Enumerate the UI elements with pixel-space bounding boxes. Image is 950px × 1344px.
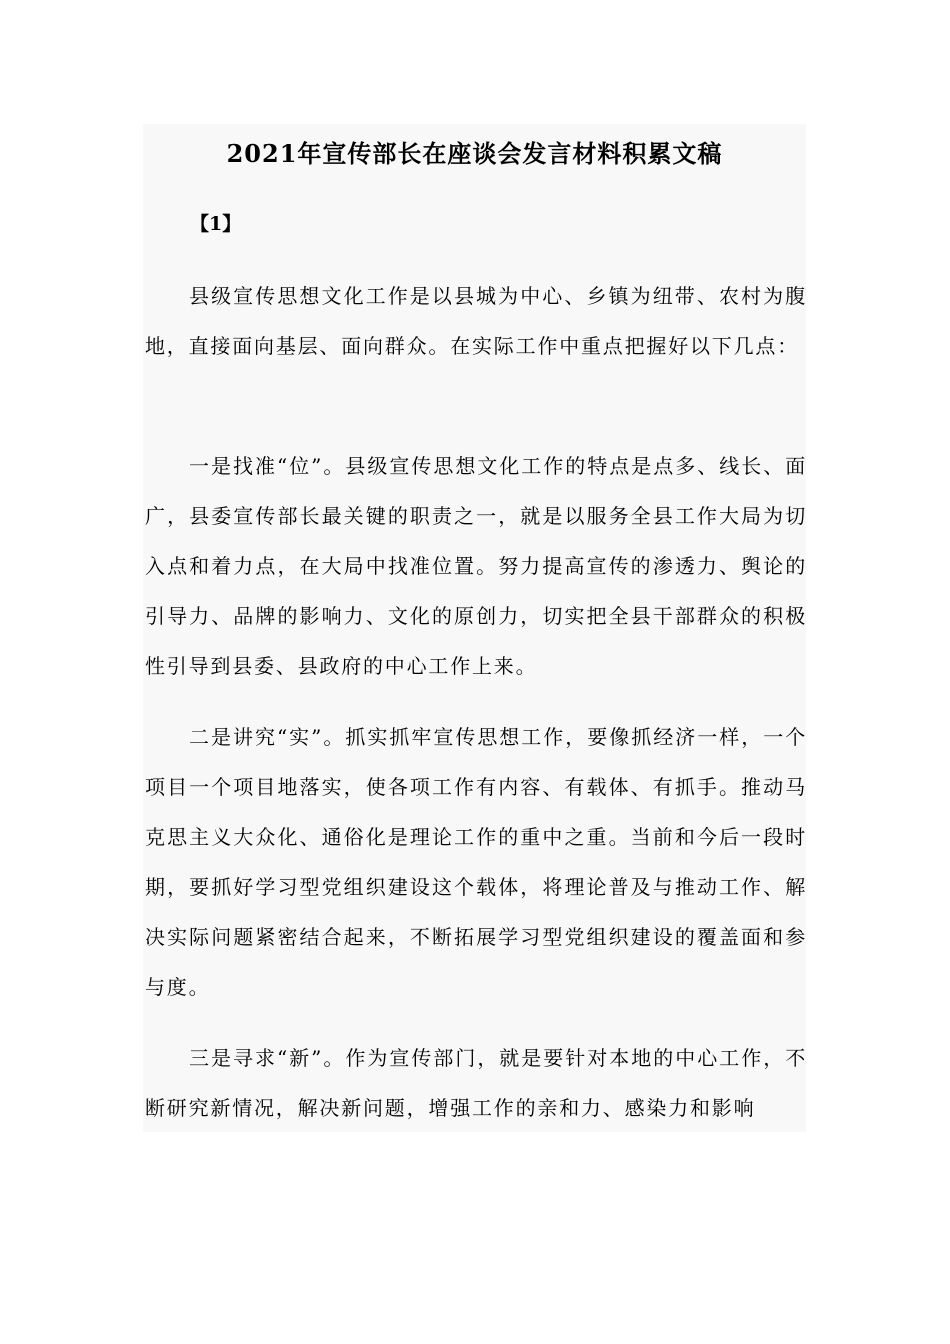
paragraph-intro: 县级宣传思想文化工作是以县城为中心、乡镇为纽带、农村为腹地，直接面向基层、面向群众。在实际工作中重点把握好以下几点： [145, 284, 807, 358]
paragraph-point-one: 一是找准“位”。县级宣传思想文化工作的特点是点多、线长、面广，县委宣传部长最关键的职责之一，就是以服务全县工作大局为切入点和着力点，在大局中找准位置。努力提高宣传的渗透力、舆论的引导力、品牌的影响力、文化的原创力，切实把全县干部群众的积极性引导到县委、县政府的中心工作上来。 [145, 454, 807, 678]
paragraph-point-two: 二是讲究“实”。抓实抓牢宣传思想工作，要像抓经济一样，一个项目一个项目地落实，使各项工作有内容、有载体、有抓手。推动马克思主义大众化、通俗化是理论工作的重中之重。当前和今后一段时期，要抓好学习型党组织建设这个载体，将理论普及与推动工作、解决实际问题紧密结合起来，不断拓展学习型党组织建设的覆盖面和参与度。 [145, 725, 807, 999]
section-label: 【1】 [190, 213, 242, 235]
document-title: 2021年宣传部长在座谈会发言材料积累文稿 [226, 139, 723, 168]
paragraph-point-three: 三是寻求“新”。作为宣传部门，就是要针对本地的中心工作，不断研究新情况，解决新问题，增强工作的亲和力、感染力和影响 [145, 1046, 807, 1120]
